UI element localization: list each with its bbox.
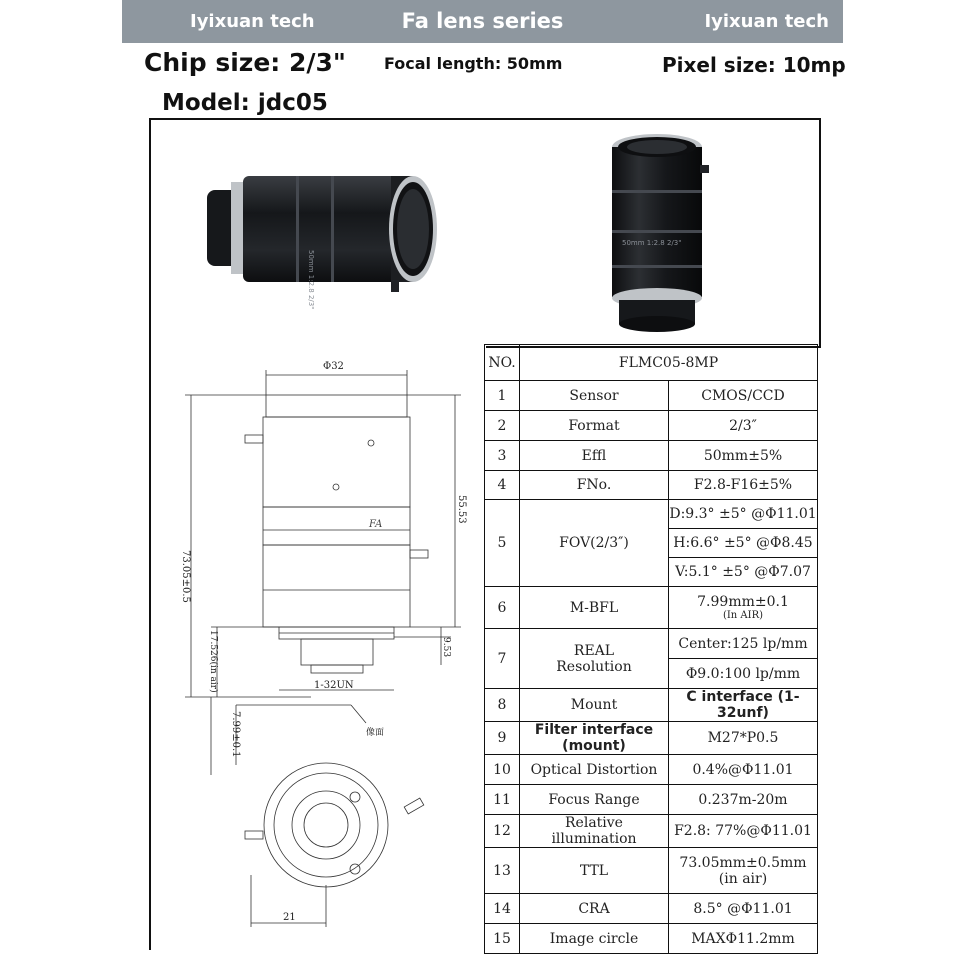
- row-value: H:6.6° ±5° @Φ8.45: [669, 529, 818, 558]
- row-value: F2.8: 77%@Φ11.01: [669, 815, 818, 848]
- row-value: 0.237m-20m: [669, 785, 818, 815]
- table-row: [485, 587, 818, 629]
- dimension-drawing: [149, 345, 486, 950]
- table-row: [485, 441, 818, 471]
- lens-photos-svg: [151, 120, 819, 346]
- table-row: [485, 689, 818, 722]
- row-no: 12: [485, 815, 520, 848]
- chip-size: Chip size: 2/3": [144, 48, 346, 77]
- table-row: [485, 755, 818, 785]
- dim-flange-left: 17.526(in air): [208, 630, 218, 693]
- row-no: 5: [485, 500, 520, 587]
- ttl-note: (in air): [718, 870, 768, 887]
- param-line-1: Relative: [565, 815, 623, 831]
- dim-bottom: 21: [283, 912, 296, 923]
- row-param: CRA: [520, 894, 669, 924]
- lens-photo-upright: [612, 134, 709, 332]
- header-no: NO.: [485, 345, 520, 381]
- drawing-svg: [151, 345, 486, 950]
- row-no: 10: [485, 755, 520, 785]
- row-value: V:5.1° ±5° @Φ7.07: [669, 558, 818, 587]
- table-row: [485, 411, 818, 441]
- row-value: Φ9.0:100 lp/mm: [669, 659, 818, 689]
- bfl-note: (In AIR): [722, 610, 764, 621]
- table-row: [485, 471, 818, 500]
- row-value: MAXΦ11.2mm: [669, 924, 818, 954]
- lens-photo-side: [207, 176, 437, 309]
- row-no: 7: [485, 629, 520, 689]
- row-no: 14: [485, 894, 520, 924]
- table-row: [485, 722, 818, 755]
- row-value: CMOS/CCD: [669, 381, 818, 411]
- header-model: FLMC05-8MP: [520, 345, 818, 381]
- row-no: 3: [485, 441, 520, 471]
- row-value: [669, 587, 818, 629]
- brand-right: Iyixuan tech: [704, 11, 829, 32]
- row-param: [520, 629, 669, 689]
- pixel-size: Pixel size: 10mp: [662, 53, 846, 77]
- row-value: 8.5° @Φ11.01: [669, 894, 818, 924]
- table-row: [485, 629, 818, 659]
- fa-mark: FA: [369, 519, 383, 530]
- row-no: 11: [485, 785, 520, 815]
- dim-diameter: Φ32: [323, 361, 344, 372]
- header-banner: [122, 0, 843, 43]
- bfl-value: 7.99mm±0.1: [697, 594, 789, 610]
- row-no: 13: [485, 848, 520, 894]
- param-line-1: REAL: [573, 642, 615, 659]
- brand-left: Iyixuan tech: [190, 11, 315, 32]
- lens-marking-upright: 50mm 1:2.8 2/3": [622, 239, 682, 247]
- row-param: Focus Range: [520, 785, 669, 815]
- model-name: Model: jdc05: [162, 90, 328, 116]
- row-param: Mount: [520, 689, 669, 722]
- row-param: Format: [520, 411, 669, 441]
- param-line-2: Resolution: [556, 658, 632, 675]
- product-photos: [149, 118, 821, 348]
- row-param: Effl: [520, 441, 669, 471]
- row-value: [669, 848, 818, 894]
- image-plane-label: 像面: [366, 728, 385, 738]
- row-param: FNo.: [520, 471, 669, 500]
- series-title: Fa lens series: [401, 9, 564, 33]
- row-param: FOV(2/3″): [520, 500, 669, 587]
- focal-length: Focal length: 50mm: [384, 54, 563, 73]
- row-param: Filter interface (mount): [520, 722, 669, 755]
- table-row: [485, 894, 818, 924]
- row-param: Sensor: [520, 381, 669, 411]
- spec-table: [484, 344, 818, 954]
- row-param: [520, 815, 669, 848]
- table-row: [485, 500, 818, 529]
- table-row: [485, 815, 818, 848]
- table-header-row: [485, 345, 818, 381]
- row-value: 0.4%@Φ11.01: [669, 755, 818, 785]
- row-value: 2/3″: [669, 411, 818, 441]
- row-value: C interface (1-32unf): [669, 689, 818, 722]
- row-no: 2: [485, 411, 520, 441]
- row-no: 4: [485, 471, 520, 500]
- row-param: M-BFL: [520, 587, 669, 629]
- row-value: F2.8-F16±5%: [669, 471, 818, 500]
- row-no: 6: [485, 587, 520, 629]
- row-no: 9: [485, 722, 520, 755]
- row-no: 1: [485, 381, 520, 411]
- row-value: Center:125 lp/mm: [669, 629, 818, 659]
- row-param: Image circle: [520, 924, 669, 954]
- row-value: D:9.3° ±5° @Φ11.01: [669, 500, 818, 529]
- dim-bfl: 7.99±0.1: [230, 711, 241, 758]
- row-no: 15: [485, 924, 520, 954]
- row-value: 50mm±5%: [669, 441, 818, 471]
- row-value: M27*P0.5: [669, 722, 818, 755]
- table-row: [485, 381, 818, 411]
- dim-flange-right: 9.53: [441, 637, 451, 658]
- thread-spec: 1-32UN: [314, 680, 354, 691]
- row-no: 8: [485, 689, 520, 722]
- table-row: [485, 924, 818, 954]
- param-line-2: illumination: [551, 831, 637, 847]
- ttl-value: 73.05mm±0.5mm: [679, 854, 807, 871]
- table-row: [485, 785, 818, 815]
- dim-body-length: 55.53: [456, 495, 467, 524]
- dim-total-length: 73.05±0.5: [180, 550, 191, 603]
- lens-marking-side: 50mm 1:2.8 2/3": [307, 250, 315, 310]
- row-param: Optical Distortion: [520, 755, 669, 785]
- row-param: TTL: [520, 848, 669, 894]
- table-row: [485, 848, 818, 894]
